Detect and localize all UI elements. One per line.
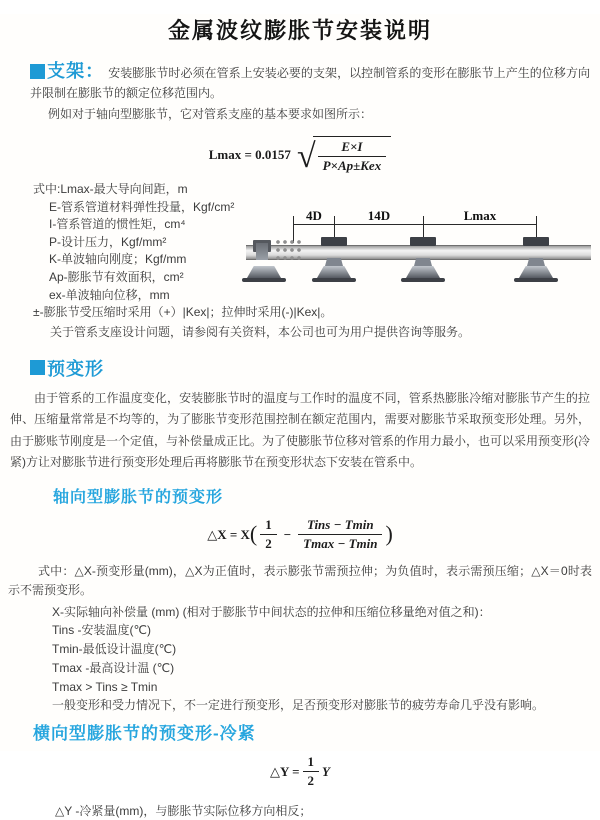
section-square-icon <box>30 360 45 375</box>
axial-definition-list <box>52 603 600 715</box>
anchor-pedestal <box>247 266 281 278</box>
axial-definition-line: Tmax -最高设计温 (℃) <box>52 660 175 675</box>
predeform-paragraph: 由于管系的工作温度变化，安装膨胀节时的温度与工作时的温度不同，管系热膨胀冷缩对膨胀节产生的拉伸、压缩量常常是不均等的，为了膨胀节变形范围控制在额定范围内，需要对膨胀节采取预变形处理。另外，由于膨账节刚度是一个定值，与补偿量成正比。为了使膨胀节位移对管系的作用力最小，也可以采用预变形(冷紧)方让对膨胀节进行预变形处理后再将膨胀节在预变形状态下安装在管系中。 <box>10 390 591 470</box>
dimension-label-4d: 4D <box>306 208 322 223</box>
half-numerator: 1 <box>260 517 277 535</box>
axial-definition-line: Tmin-最低设计温度(℃) <box>52 642 177 657</box>
pipe-guide-support <box>401 237 445 283</box>
pipe-support-diagram <box>246 207 596 305</box>
dimension-line <box>293 224 536 225</box>
definition-line: K-单波轴向刚度；Kgf/mm <box>49 252 187 267</box>
anchor-support <box>246 237 282 283</box>
radicand <box>313 136 392 175</box>
support-neck <box>527 258 545 266</box>
definition-line: Ap-膨胀节有效面积，cm² <box>49 269 184 284</box>
fraction-numerator: E×I <box>318 139 387 157</box>
fraction-half <box>260 517 277 553</box>
axial-definition-line: 一般变形和受力情况下，不一定进行预变形，足否预变形对膨胀节的疲劳寿命几乎没有影响。 <box>52 698 545 713</box>
half-numerator: 1 <box>303 754 320 772</box>
temp-denominator: Tmax − Tmin <box>303 536 378 552</box>
formula-lateral-lhs: △Y = <box>269 763 300 779</box>
dimension-label-lmax: Lmax <box>463 208 497 223</box>
axial-definition-line: Tmax > Tins ≥ Tmin <box>52 679 158 694</box>
anchor-base <box>242 278 286 282</box>
support-clamp <box>523 237 549 246</box>
pipe-guide-support <box>514 237 558 283</box>
support-neck <box>414 258 432 266</box>
half-denominator: 2 <box>307 773 315 789</box>
support-clamp <box>410 237 436 246</box>
page-title: 金属波纹膨胀节安装说明 <box>167 18 432 43</box>
support-neck <box>325 258 343 266</box>
support-pedestal <box>317 266 351 278</box>
sqrt-radical <box>297 136 391 175</box>
support-base <box>312 278 356 282</box>
half-denominator: 2 <box>265 536 272 552</box>
temp-numerator: Tins − Tmin <box>298 517 382 535</box>
minus-operator: − <box>283 526 292 542</box>
formula-axial-lhs: △X = X <box>207 526 250 542</box>
open-paren: ( <box>249 520 258 546</box>
fraction <box>318 139 387 175</box>
fraction-denominator: P×Ap±Kex <box>322 158 382 173</box>
formula-lateral-coldtight <box>0 756 600 788</box>
lateral-note: △Y -冷紧量(mm)，与膨胀节实际位移方向相反； <box>55 803 312 818</box>
section-square-icon <box>30 64 45 79</box>
axial-subheading: 轴向型膨胀节的预变形 <box>53 488 224 506</box>
formula-lateral-rhs: Y <box>322 763 330 779</box>
pipe-guide-support <box>312 237 356 283</box>
definition-line: E-管系管道材料弹性投量，Kgf/cm² <box>49 199 235 214</box>
definition-line: ±-膨胀节受压缩时采用（+）|Kex|；拉伸时采用(-)|Kex|。 <box>33 305 333 320</box>
radical-sign-icon: √ <box>296 137 316 175</box>
fraction-half <box>303 754 320 790</box>
axial-definition-line: X-实际轴向补偿量 (mm) (相对于膨胀节中间状态的拉伸和压缩位移量绝对值之和)： <box>52 604 491 619</box>
lateral-subheading: 横向型膨胀节的预变形-冷紧 <box>33 723 256 743</box>
definition-line: I-管系管道的惯性矩，cm⁴ <box>49 217 186 232</box>
support-clamp <box>321 237 347 246</box>
support-note: 关于管系支座设计问题，请参阅有关资料，本公司也可为用户提供咨询等服务。 <box>50 324 471 339</box>
axial-explain-paragraph: 式中：△X-预变形量(mm)，△X为正值时，表示膨张节需预拉伸；为负值时，表示需预压缩；△X＝0时表示不需预变形。 <box>8 563 592 598</box>
axial-definition-line: Tins -安装温度(℃) <box>52 623 152 638</box>
support-section-label: 支架： <box>47 61 105 81</box>
fraction-temperature <box>298 517 382 553</box>
predeform-section-heading <box>30 355 600 381</box>
definition-line: ex-单波轴向位移，mm <box>49 287 170 302</box>
support-intro-text: 安装膨胀节时必须在管系上安装必要的支架，以控制管系的变形在膨胀节上产生的位移方向并限制在膨胀节的额定位移范围内。 <box>30 66 590 100</box>
formula-lmax <box>0 135 600 175</box>
support-example-line: 例如对于轴向型膨胀节，它对管系支座的基本要求如图所示： <box>48 107 373 121</box>
formula-lmax-lhs: Lmax = 0.0157 <box>208 147 291 162</box>
support-intro-paragraph <box>30 61 590 103</box>
support-pedestal <box>406 266 440 278</box>
support-base <box>401 278 445 282</box>
definition-line: 式中:Lmax-最大导向间距，m <box>33 182 188 196</box>
support-pedestal <box>519 266 553 278</box>
formula-axial-predeform <box>0 517 600 553</box>
close-paren: ) <box>385 520 393 546</box>
support-base <box>514 278 558 282</box>
predeform-section-label: 预变形 <box>47 358 104 379</box>
dimension-label-14d: 14D <box>367 208 391 223</box>
definition-line: P-设计压力，Kgf/mm² <box>49 234 167 249</box>
document-page <box>0 14 600 818</box>
anchor-body <box>256 243 268 260</box>
